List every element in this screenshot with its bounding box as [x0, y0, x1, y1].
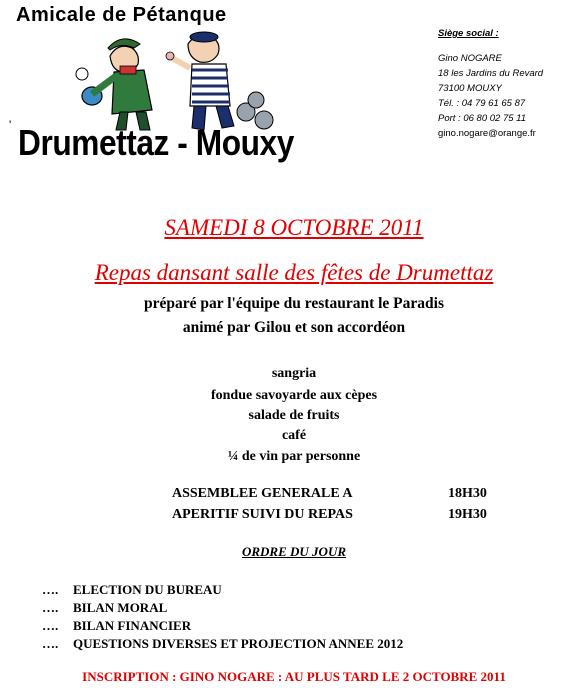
siege-contact-name: Gino NOGARE [438, 53, 502, 64]
event-prepared-by: préparé par l'équipe du restaurant le Paradis [144, 295, 444, 312]
menu-item: salade de fruits [248, 408, 340, 423]
agenda-item [42, 636, 403, 652]
siege-postcode-city: 73100 MOUXY [438, 83, 502, 94]
agenda-bullet: …. [42, 582, 59, 597]
petanque-players-illustration [70, 26, 310, 136]
agenda-item-label: BILAN MORAL [73, 600, 168, 615]
event-title: Repas dansant salle des fêtes de Drumettaz [94, 260, 494, 285]
schedule-time: 18H30 [448, 486, 487, 501]
menu-item: sangria [271, 366, 317, 381]
club-title: Amicale de Pétanque [16, 4, 227, 26]
player-left-figure [76, 39, 152, 130]
schedule-label: ASSEMBLEE GENERALE A [172, 486, 353, 501]
agenda-title: ORDRE DU JOUR [241, 544, 346, 559]
siege-mobile: Port : 06 80 02 75 11 [438, 113, 527, 124]
siege-email-link[interactable]: gino.nogare@orange.fr [438, 128, 536, 139]
agenda-bullet: …. [42, 636, 59, 651]
agenda-bullet: …. [42, 618, 59, 633]
agenda-item [42, 618, 191, 634]
agenda-bullet: …. [42, 600, 59, 615]
menu-item: ¼ de vin par personne [227, 449, 361, 464]
schedule-time: 19H30 [448, 507, 487, 522]
menu-item: café [281, 428, 307, 443]
event-animated-by: animé par Gilou et son accordéon [182, 319, 406, 336]
schedule-label: APERITIF SUIVI DU REPAS [172, 507, 353, 522]
event-date: SAMEDI 8 OCTOBRE 2011 [164, 215, 424, 240]
siege-social-block [438, 26, 543, 141]
agenda-item-label: BILAN FINANCIER [73, 618, 192, 633]
agenda-item [42, 600, 167, 616]
agenda-item [42, 582, 222, 598]
player-right-figure [166, 32, 273, 130]
siege-heading: Siège social : [438, 28, 499, 39]
club-name: Drumettaz - Mouxy [18, 122, 294, 163]
agenda-item-label: ELECTION DU BUREAU [73, 582, 222, 597]
siege-address: 18 les Jardins du Revard [438, 68, 544, 79]
siege-phone: Tél. : 04 79 61 65 87 [438, 98, 526, 109]
menu-item: fondue savoyarde aux cèpes [210, 388, 378, 403]
registration-notice: INSCRIPTION : GINO NOGARE : AU PLUS TARD LE 2 OCTOBRE 2011 [82, 669, 506, 684]
decorative-mark: ' [9, 118, 12, 132]
agenda-item-label: QUESTIONS DIVERSES ET PROJECTION ANNEE 2012 [73, 636, 404, 651]
